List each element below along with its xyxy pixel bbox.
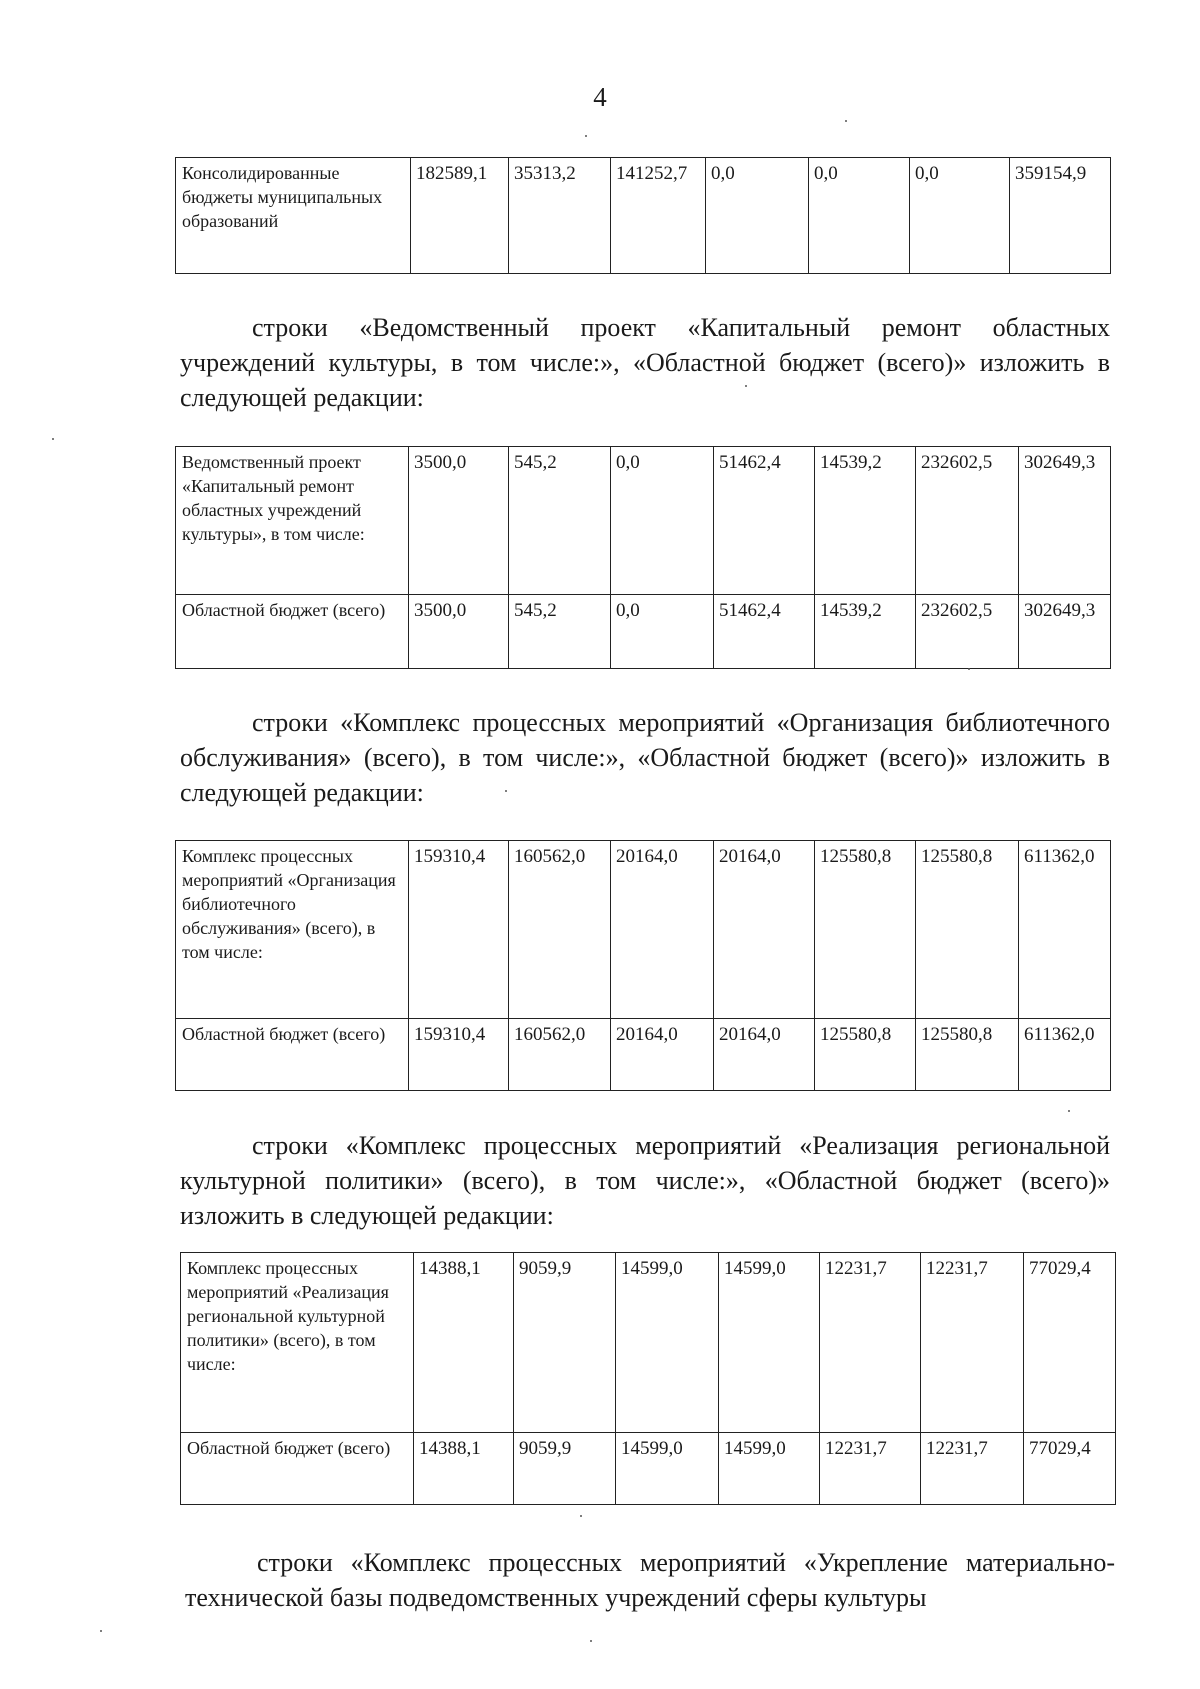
value-cell: 14539,2	[815, 595, 916, 669]
value-cell: 20164,0	[714, 1019, 815, 1091]
value-cell: 159310,4	[409, 1019, 509, 1091]
value-cell: 160562,0	[509, 841, 611, 1019]
scan-speck	[968, 668, 970, 670]
value-cell: 125580,8	[815, 1019, 916, 1091]
table-row	[181, 1253, 1116, 1433]
value-cell: 20164,0	[611, 1019, 714, 1091]
table-row	[176, 1019, 1111, 1091]
paragraph: строки «Ведомственный проект «Капитальный ремонт областных учреждений культуры, в том числе:», «Областной бюджет (всего)» изложить в следующей редакции:	[180, 313, 1110, 412]
value-cell: 302649,3	[1019, 447, 1111, 595]
row-label: Комплекс процессных мероприятий «Реализация региональной культурной политики» (всего), в том числе:	[181, 1253, 414, 1433]
value-cell: 14388,1	[414, 1433, 514, 1505]
value-cell: 0,0	[910, 158, 1010, 274]
value-cell: 545,2	[509, 447, 611, 595]
value-cell: 14599,0	[719, 1253, 820, 1433]
value-cell: 20164,0	[714, 841, 815, 1019]
scan-speck	[52, 438, 54, 440]
scan-speck	[585, 135, 587, 137]
scan-speck	[505, 790, 507, 792]
value-cell: 302649,3	[1019, 595, 1111, 669]
value-cell: 77029,4	[1024, 1253, 1116, 1433]
value-cell: 12231,7	[820, 1253, 921, 1433]
value-cell: 159310,4	[409, 841, 509, 1019]
value-cell: 77029,4	[1024, 1433, 1116, 1505]
value-cell: 3500,0	[409, 595, 509, 669]
row-label: Консолидированные бюджеты муниципальных образований	[176, 158, 411, 274]
table-row	[176, 158, 1111, 274]
value-cell: 3500,0	[409, 447, 509, 595]
value-cell: 611362,0	[1019, 841, 1111, 1019]
value-cell: 0,0	[611, 447, 714, 595]
budget-table-cultural-policy	[180, 1252, 1116, 1505]
table-row	[176, 595, 1111, 669]
row-label: Комплекс процессных мероприятий «Организация библиотечного обслуживания» (всего), в том числе:	[176, 841, 409, 1019]
value-cell: 12231,7	[921, 1433, 1024, 1505]
page-number: 4	[593, 82, 607, 112]
scan-speck	[1068, 1110, 1070, 1112]
scan-speck	[580, 1515, 582, 1517]
table-row	[181, 1433, 1116, 1505]
value-cell: 0,0	[611, 595, 714, 669]
value-cell: 0,0	[809, 158, 910, 274]
paragraph: строки «Комплекс процессных мероприятий «Укрепление материально-технической базы подведомственных учреждений сферы культуры	[185, 1548, 1115, 1612]
row-label: Областной бюджет (всего)	[181, 1433, 414, 1505]
value-cell: 14388,1	[414, 1253, 514, 1433]
value-cell: 232602,5	[916, 595, 1019, 669]
scan-speck	[845, 120, 847, 122]
table-row	[176, 841, 1111, 1019]
value-cell: 0,0	[706, 158, 809, 274]
scan-speck	[100, 1630, 102, 1632]
scan-speck	[590, 1640, 592, 1642]
row-label: Областной бюджет (всего)	[176, 595, 409, 669]
value-cell: 182589,1	[411, 158, 509, 274]
value-cell: 141252,7	[611, 158, 706, 274]
paragraph: строки «Комплекс процессных мероприятий «Реализация региональной культурной политики» (всего), в том числе:», «Областной бюджет (всего)» изложить в следующей редакции:	[180, 1131, 1110, 1230]
value-cell: 12231,7	[820, 1433, 921, 1505]
value-cell: 125580,8	[916, 841, 1019, 1019]
scan-speck	[745, 385, 747, 387]
value-cell: 359154,9	[1010, 158, 1111, 274]
value-cell: 9059,9	[514, 1253, 616, 1433]
value-cell: 14539,2	[815, 447, 916, 595]
value-cell: 545,2	[509, 595, 611, 669]
value-cell: 51462,4	[714, 447, 815, 595]
row-label: Областной бюджет (всего)	[176, 1019, 409, 1091]
value-cell: 12231,7	[921, 1253, 1024, 1433]
value-cell: 9059,9	[514, 1433, 616, 1505]
value-cell: 35313,2	[509, 158, 611, 274]
budget-table-consolidated	[175, 157, 1111, 274]
paragraph: строки «Комплекс процессных мероприятий «Организация библиотечного обслуживания» (всего), в том числе:», «Областной бюджет (всего)» изложить в следующей редакции:	[180, 708, 1110, 807]
value-cell: 14599,0	[616, 1433, 719, 1505]
row-label: Ведомственный проект «Капитальный ремонт областных учреждений культуры», в том числе:	[176, 447, 409, 595]
budget-table-capital-repair	[175, 446, 1111, 669]
budget-table-library-services	[175, 840, 1111, 1091]
value-cell: 125580,8	[815, 841, 916, 1019]
value-cell: 14599,0	[719, 1433, 820, 1505]
value-cell: 125580,8	[916, 1019, 1019, 1091]
value-cell: 51462,4	[714, 595, 815, 669]
table-row	[176, 447, 1111, 595]
value-cell: 20164,0	[611, 841, 714, 1019]
value-cell: 232602,5	[916, 447, 1019, 595]
value-cell: 160562,0	[509, 1019, 611, 1091]
value-cell: 611362,0	[1019, 1019, 1111, 1091]
value-cell: 14599,0	[616, 1253, 719, 1433]
